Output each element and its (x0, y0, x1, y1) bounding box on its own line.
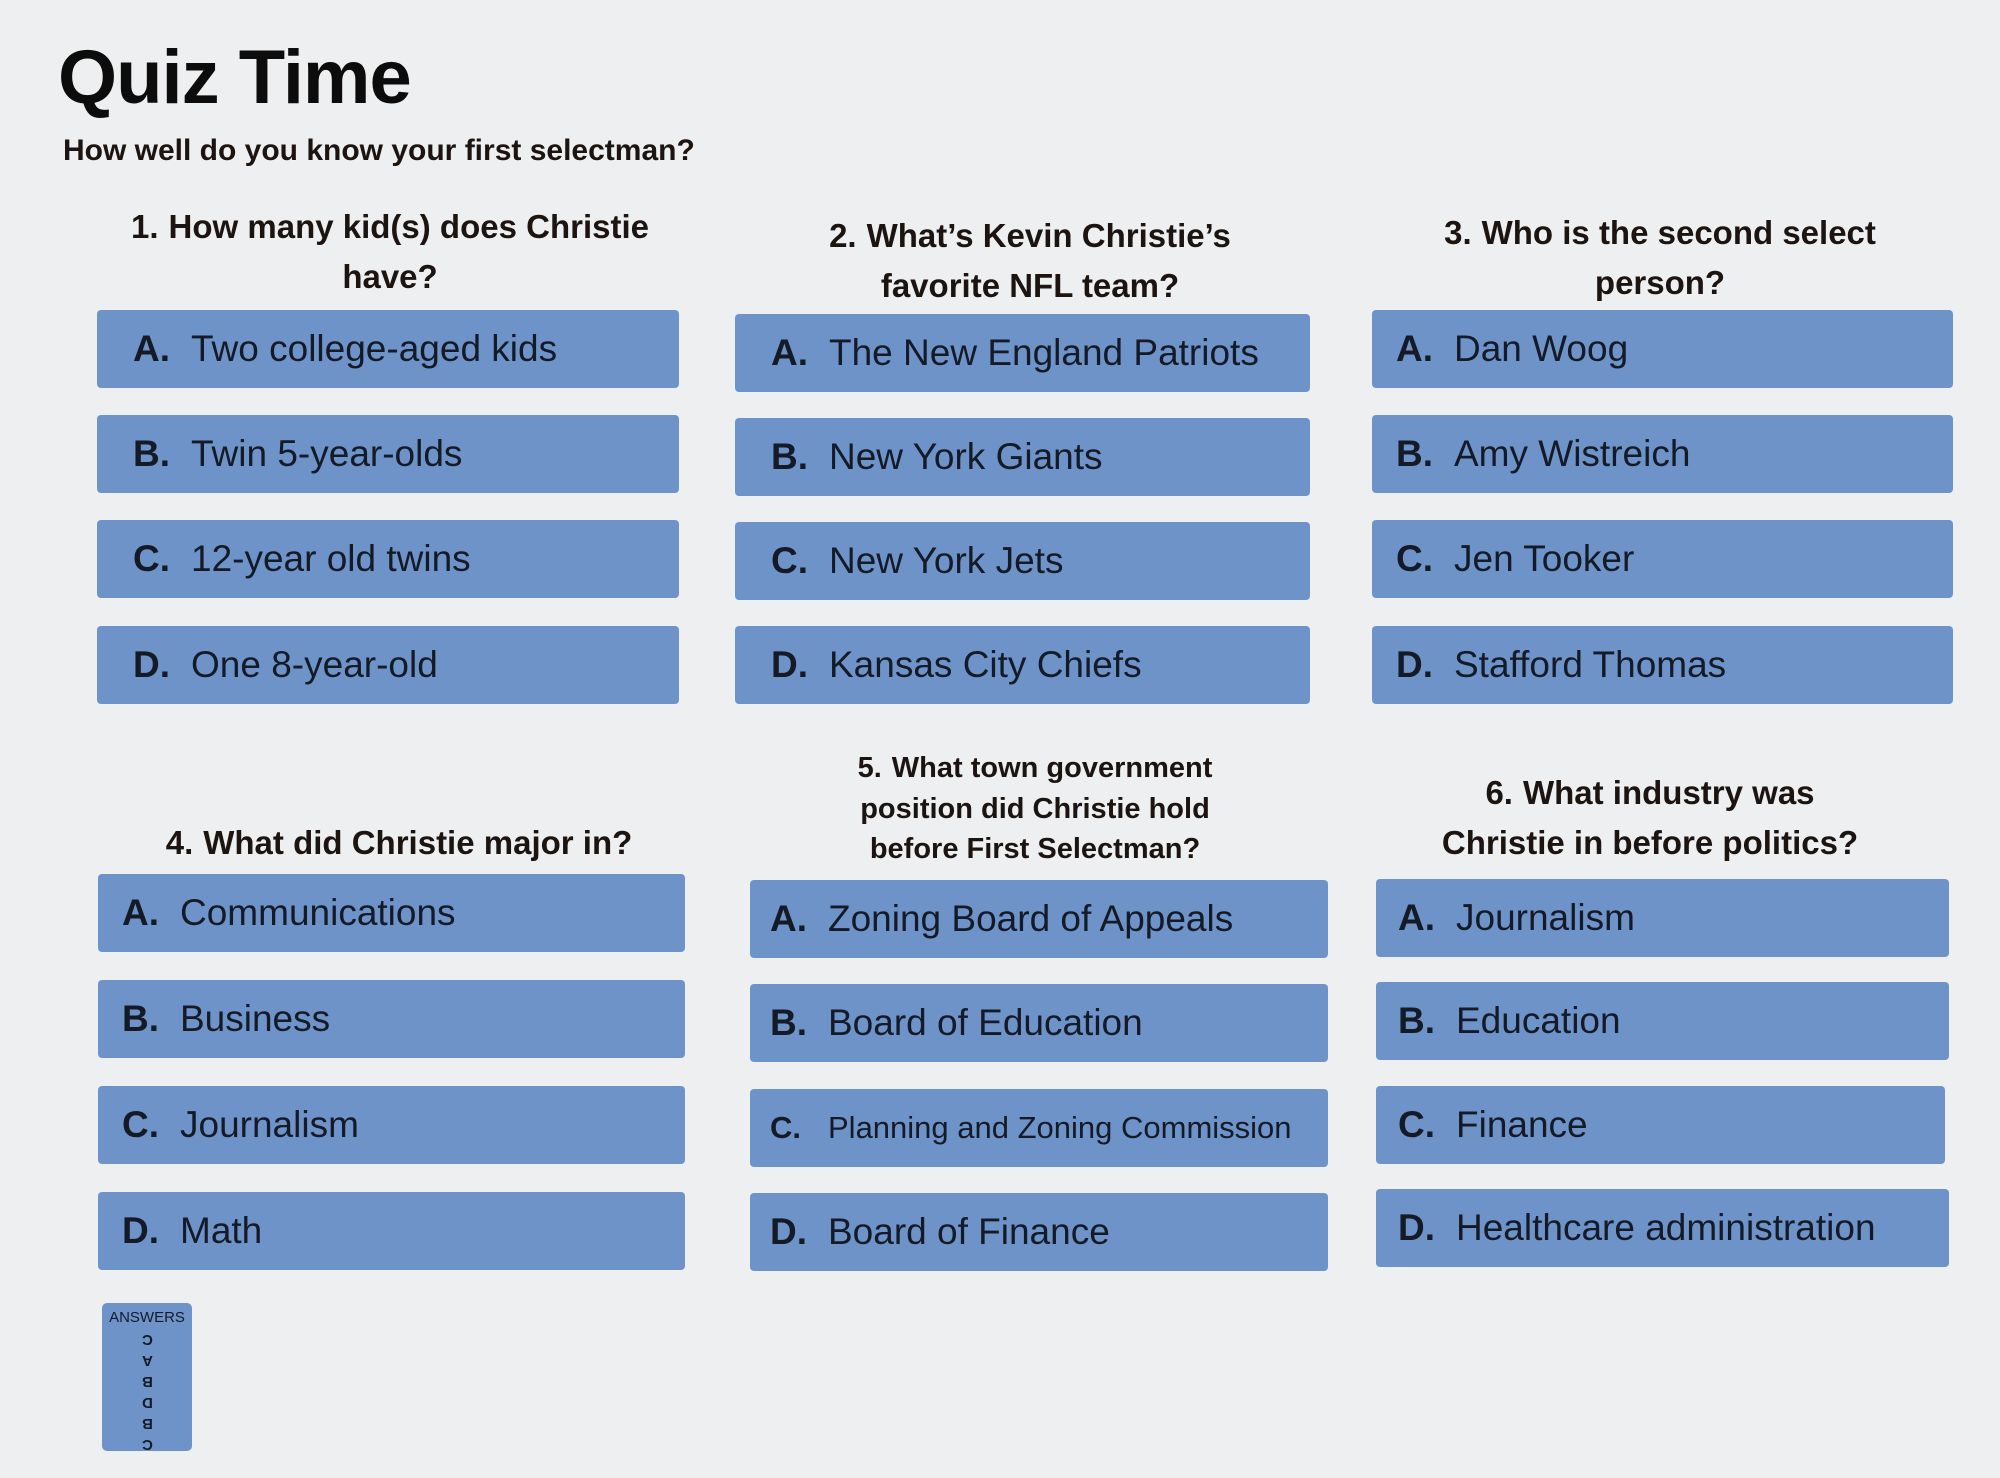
option-text: Board of Education (828, 1002, 1143, 1043)
option-letter: B. (122, 998, 159, 1039)
q4-option-d[interactable] (98, 1192, 685, 1270)
q2-option-d[interactable] (735, 626, 1310, 704)
option-letter: A. (1398, 897, 1435, 938)
option-letter: D. (122, 1210, 159, 1251)
question-text: What town government position did Christie hold before First Selectman? (860, 752, 1213, 866)
option-text: Math (180, 1210, 263, 1251)
question-text: What’s Kevin Christie’s favorite NFL team? (866, 217, 1231, 304)
question-number: 3. (1444, 214, 1472, 251)
q5-option-c[interactable] (750, 1089, 1328, 1167)
q1-option-d[interactable] (97, 626, 679, 704)
question-text: What industry was Christie in before politics? (1441, 774, 1859, 861)
q3-option-d[interactable] (1372, 626, 1953, 704)
option-text: New York Giants (829, 436, 1103, 477)
answer-3: B (141, 1373, 153, 1390)
q4-option-b[interactable] (98, 980, 685, 1058)
option-letter: C. (1396, 538, 1433, 579)
answer-5: B (141, 1415, 153, 1432)
option-letter: D. (1398, 1207, 1435, 1248)
option-text: Dan Woog (1454, 328, 1629, 369)
q1-option-a[interactable] (97, 310, 679, 388)
answers-label: ANSWERS (109, 1309, 185, 1326)
option-text: Two college-aged kids (191, 328, 558, 369)
option-text: Journalism (1456, 897, 1635, 938)
q1-option-c[interactable] (97, 520, 679, 598)
option-text: Education (1456, 1000, 1621, 1041)
question-3 (1410, 208, 1910, 307)
option-text: Kansas City Chiefs (829, 644, 1142, 685)
option-letter: C. (770, 1110, 801, 1145)
option-text: Zoning Board of Appeals (828, 898, 1234, 939)
answers-list (102, 1329, 192, 1455)
q6-option-a[interactable] (1376, 879, 1949, 957)
option-text: Amy Wistreich (1454, 433, 1691, 474)
option-letter: A. (133, 328, 170, 369)
option-letter: D. (1396, 644, 1433, 685)
option-letter: C. (122, 1104, 159, 1145)
question-6 (1420, 768, 1880, 867)
question-text: What did Christie major in? (203, 824, 633, 861)
answer-6: C (141, 1436, 153, 1453)
q5-option-b[interactable] (750, 984, 1328, 1062)
answer-1: C (141, 1331, 153, 1348)
q6-option-c[interactable] (1376, 1086, 1945, 1164)
option-letter: A. (1396, 328, 1433, 369)
option-text: Planning and Zoning Commission (828, 1110, 1292, 1145)
question-number: 1. (131, 208, 159, 245)
question-5 (815, 748, 1255, 870)
option-letter: D. (770, 1211, 807, 1252)
option-text: The New England Patriots (829, 332, 1259, 373)
option-letter: C. (133, 538, 170, 579)
option-letter: A. (770, 898, 807, 939)
option-text: Communications (180, 892, 456, 933)
q5-option-a[interactable] (750, 880, 1328, 958)
q3-option-b[interactable] (1372, 415, 1953, 493)
option-text: Twin 5-year-olds (191, 433, 463, 474)
option-letter: C. (771, 540, 808, 581)
option-letter: D. (133, 644, 170, 685)
option-text: Board of Finance (828, 1211, 1110, 1252)
question-number: 2. (829, 217, 857, 254)
option-text: Stafford Thomas (1454, 644, 1727, 685)
option-text: One 8-year-old (191, 644, 438, 685)
question-1 (120, 202, 660, 301)
question-2 (770, 211, 1290, 310)
question-text: How many kid(s) does Christie have? (168, 208, 649, 295)
question-number: 4. (165, 824, 194, 861)
option-text: Journalism (180, 1104, 359, 1145)
option-text: Finance (1456, 1104, 1588, 1145)
option-letter: B. (770, 1002, 807, 1043)
q3-option-c[interactable] (1372, 520, 1953, 598)
q1-option-b[interactable] (97, 415, 679, 493)
option-letter: C. (1398, 1104, 1435, 1145)
option-letter: B. (1396, 433, 1433, 474)
q2-option-c[interactable] (735, 522, 1310, 600)
option-text: New York Jets (829, 540, 1064, 581)
question-number: 5. (857, 752, 882, 784)
option-letter: B. (771, 436, 808, 477)
option-letter: D. (771, 644, 808, 685)
q5-option-d[interactable] (750, 1193, 1328, 1271)
answer-2: A (141, 1352, 153, 1369)
option-letter: A. (771, 332, 808, 373)
option-text: Healthcare administration (1456, 1207, 1876, 1248)
option-letter: B. (133, 433, 170, 474)
question-text: Who is the second select person? (1481, 214, 1876, 301)
option-text: 12-year old twins (191, 538, 471, 579)
page-subtitle: How well do you know your first selectman? (63, 134, 695, 167)
question-number: 6. (1485, 774, 1513, 811)
q3-option-a[interactable] (1372, 310, 1953, 388)
answers-card (102, 1303, 192, 1451)
question-4 (98, 818, 700, 868)
q2-option-b[interactable] (735, 418, 1310, 496)
q4-option-a[interactable] (98, 874, 685, 952)
option-text: Jen Tooker (1454, 538, 1635, 579)
option-letter: B. (1398, 1000, 1435, 1041)
option-letter: A. (122, 892, 159, 933)
q6-option-b[interactable] (1376, 982, 1949, 1060)
q4-option-c[interactable] (98, 1086, 685, 1164)
answer-4: D (141, 1394, 153, 1411)
option-text: Business (180, 998, 331, 1039)
q6-option-d[interactable] (1376, 1189, 1949, 1267)
q2-option-a[interactable] (735, 314, 1310, 392)
page-title: Quiz Time (58, 35, 411, 120)
